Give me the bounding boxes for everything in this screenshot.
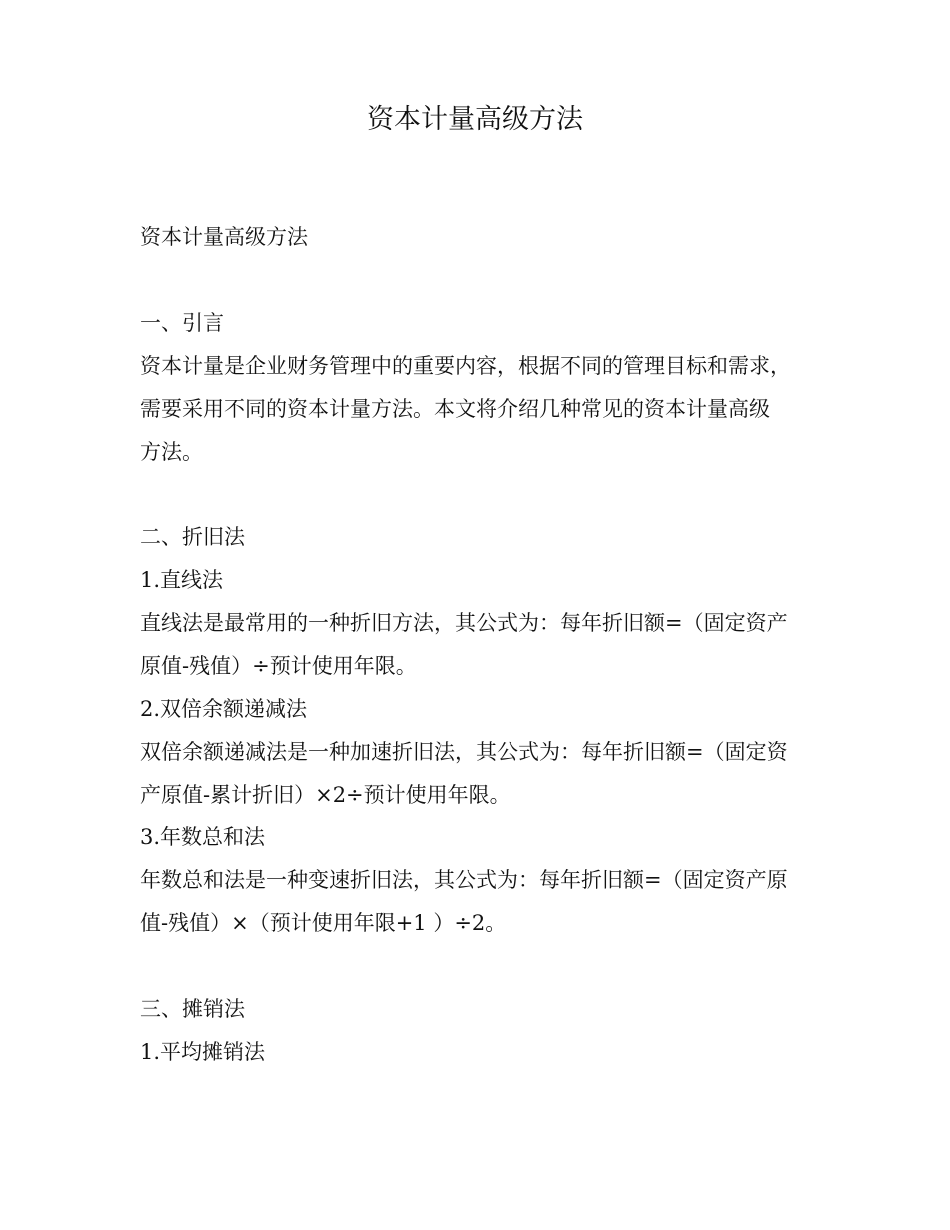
subsection-title-straight-line: 1.直线法 xyxy=(140,568,224,592)
paragraph-line: 需要采用不同的资本计量方法。本文将介绍几种常见的资本计量高级 xyxy=(140,397,770,421)
paragraph-line: 资本计量是企业财务管理中的重要内容，根据不同的管理目标和需求， xyxy=(140,354,791,378)
section-heading-introduction: 一、引言 xyxy=(140,311,224,335)
paragraph-line: 原值-残值）÷预计使用年限。 xyxy=(140,654,417,678)
section-heading-amortization: 三、摊销法 xyxy=(140,997,245,1021)
subsection-title-double-declining: 2.双倍余额递减法 xyxy=(140,697,308,721)
paragraph-line: 方法。 xyxy=(140,440,203,464)
section-heading-depreciation: 二、折旧法 xyxy=(140,525,245,549)
paragraph-line: 值-残值）×（预计使用年限+1 ）÷2。 xyxy=(140,911,507,935)
paragraph-line: 双倍余额递减法是一种加速折旧法，其公式为：每年折旧额=（固定资 xyxy=(140,740,788,764)
paragraph-line: 产原值-累计折旧）×2÷预计使用年限。 xyxy=(140,783,511,807)
paragraph-line: 直线法是最常用的一种折旧方法，其公式为：每年折旧额=（固定资产 xyxy=(140,611,788,635)
document-subtitle: 资本计量高级方法 xyxy=(140,225,308,249)
paragraph-line: 年数总和法是一种变速折旧法，其公式为：每年折旧额=（固定资产原 xyxy=(140,868,788,892)
document-title: 资本计量高级方法 xyxy=(367,104,583,135)
subsection-title-sum-of-years: 3.年数总和法 xyxy=(140,825,266,849)
subsection-title-average-amortization: 1.平均摊销法 xyxy=(140,1040,266,1064)
